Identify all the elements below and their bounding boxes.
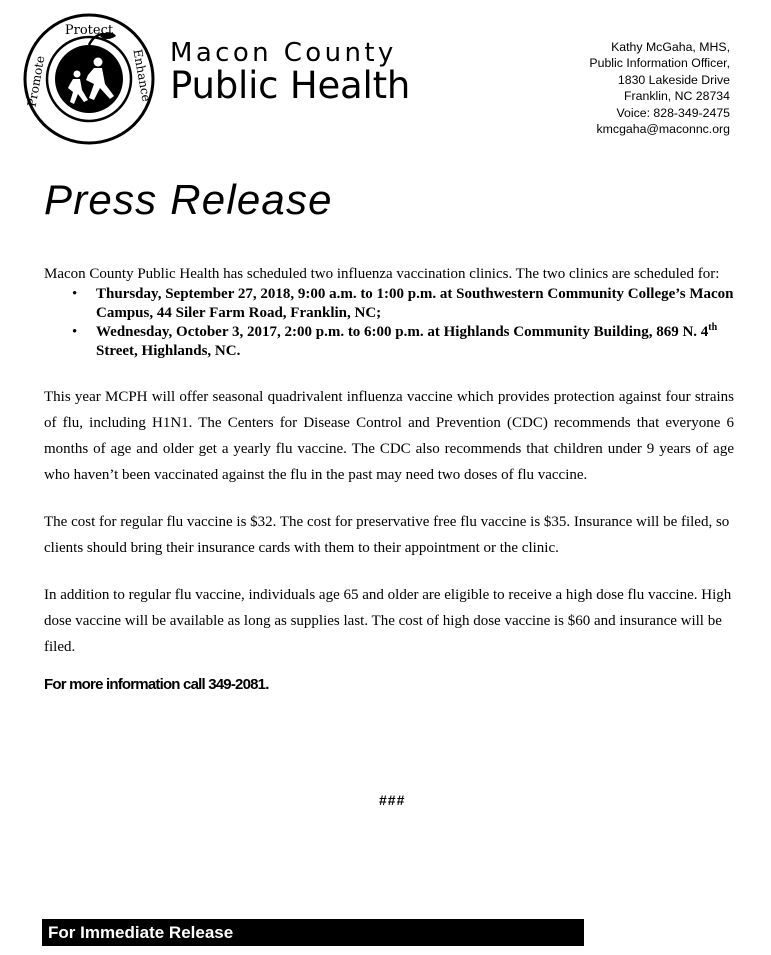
logo-seal-icon [22, 12, 156, 146]
logo [22, 12, 156, 146]
org-subtitle: Public Health [170, 64, 411, 107]
contact-city: Franklin, NC 28734 [624, 89, 730, 104]
svg-text:Enhance: Enhance [130, 48, 154, 103]
clinic-2-text: Wednesday, October 3, 2017, 2:00 p.m. to 6:00 p.m. at Highlands Community Building, 869 N. 4 [96, 324, 709, 340]
cost-paragraph: The cost for regular flu vaccine is $32. The cost for preservative free flu vaccine is $35. Insurance will be filed, so clients should bring their insurance cards with them to their appointment or the clinic. [44, 514, 730, 556]
list-item [72, 322, 734, 361]
contact-email: kmcgaha@maconnc.org [596, 122, 730, 137]
vaccine-paragraph: This year MCPH will offer seasonal quadrivalent influenza vaccine which provides protection against four strains of flu, including H1N1. The Centers for Disease Control and Prevention (CDC) recommends that everyone 6 months of age and older get a yearly flu vaccine. The CDC also recommends that children under 9 years of age who haven’t been vaccinated against the flu in the past may need two doses of flu vaccine. [44, 389, 734, 483]
contact-street: 1830 Lakeside Drive [617, 72, 730, 87]
contact-name: Kathy McGaha, MHS, [611, 40, 730, 54]
bullet-icon: • [72, 286, 78, 302]
clinic-2-superscript: th [708, 322, 718, 333]
contact-block [589, 39, 730, 137]
svg-text:Promote: Promote [24, 54, 48, 108]
end-mark: ### [379, 792, 406, 808]
list-item [72, 285, 734, 323]
bullet-icon: • [72, 324, 78, 340]
clinic-list [44, 285, 734, 361]
contact-info-line: For more information call 349-2081. [44, 676, 269, 693]
org-name: Macon County [170, 38, 397, 68]
svg-text:Protect: Protect [64, 23, 114, 38]
release-body [44, 263, 734, 698]
intro-paragraph: Macon County Public Health has scheduled two influenza vaccination clinics. The two clinics are scheduled for: [44, 266, 720, 282]
clinic-1-text: Thursday, September 27, 2018, 9:00 a.m. to 1:00 p.m. at Southwestern Community College’s Macon Campus, 44 Siler Farm Road, Franklin, NC; [96, 286, 734, 321]
contact-phone: Voice: 828-349-2475 [616, 105, 730, 120]
contact-role: Public Information Officer, [589, 56, 730, 71]
clinic-2-text-end: Street, Highlands, NC. [96, 343, 241, 359]
org-name-block [170, 38, 411, 107]
release-banner: For Immediate Release [42, 919, 584, 946]
high-dose-paragraph: In addition to regular flu vaccine, individuals age 65 and older are eligible to receive a high dose flu vaccine. High dose vaccine will be available as long as supplies last. The cost of high dose vaccine is $60 and insurance will be filed. [44, 587, 732, 655]
page-title: Press Release [44, 176, 333, 223]
